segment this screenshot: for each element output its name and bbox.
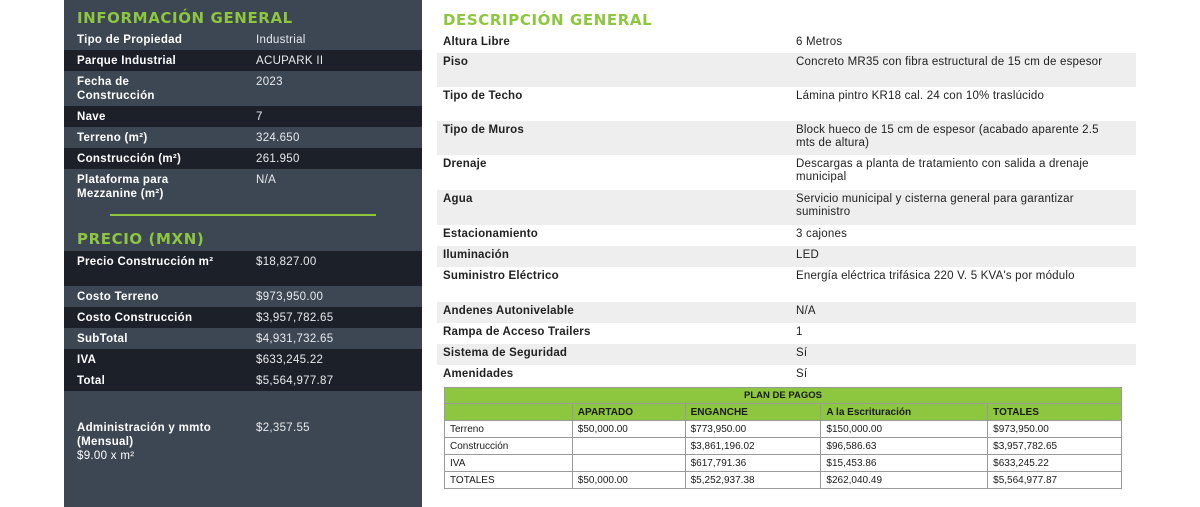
table-cell: $262,040.49 [821, 472, 988, 489]
table-cell: $50,000.00 [572, 421, 685, 438]
description-row [437, 323, 1136, 344]
info-row [64, 71, 422, 106]
info-row [64, 50, 422, 71]
description-value: 3 cajones [796, 228, 848, 240]
admin-value: $2,357.55 [256, 422, 310, 434]
price-row [64, 286, 422, 307]
price-value: $633,245.22 [256, 354, 324, 366]
description-row [437, 267, 1136, 302]
table-cell: $3,957,782.65 [988, 438, 1122, 455]
description-value: Energía eléctrica trifásica 220 V. 5 KVA's por módulo [796, 270, 1075, 282]
table-row [445, 455, 1122, 472]
description-value: N/A [796, 305, 816, 317]
table-cell: $5,564,977.87 [988, 472, 1122, 489]
info-value: N/A [256, 174, 277, 186]
table-cell: TOTALES [445, 472, 573, 489]
description-value: 6 Metros [796, 36, 843, 48]
price-label: Precio Construcción m² [77, 256, 214, 268]
description-row [437, 302, 1136, 323]
admin-label-text: Administración y mmto (Mensual) [77, 422, 212, 448]
info-row [64, 169, 422, 204]
info-label: Construcción (m²) [77, 153, 182, 165]
info-value: 2023 [256, 76, 283, 88]
info-row [64, 127, 422, 148]
description-value: Descargas a planta de tratamiento con salida a drenaje municipal [796, 158, 1089, 183]
description-value: Servicio municipal y cisterna general para garantizar suministro [796, 193, 1074, 218]
info-row [64, 148, 422, 169]
info-value: 7 [256, 111, 263, 123]
table-row [445, 421, 1122, 438]
section-divider [110, 214, 376, 216]
description-label: Drenaje [443, 158, 487, 170]
description-label: Estacionamiento [443, 228, 539, 240]
price-value: $3,957,782.65 [256, 312, 334, 324]
plan-header-cell [445, 404, 573, 421]
price-row [64, 349, 422, 370]
plan-title-row [445, 388, 1122, 404]
price-label: SubTotal [77, 333, 128, 345]
description-heading: DESCRIPCIÓN GENERAL [443, 11, 653, 29]
description-row [437, 344, 1136, 365]
info-value: 261.950 [256, 153, 300, 165]
admin-label [77, 421, 217, 463]
table-cell: $150,000.00 [821, 421, 988, 438]
description-label: Agua [443, 193, 473, 205]
description-value: Sí [796, 347, 808, 359]
description-row [437, 33, 1136, 53]
price-value: $973,950.00 [256, 291, 324, 303]
price-label: Total [77, 375, 106, 387]
price-row [64, 328, 422, 349]
info-label: Fecha de Construcción [77, 76, 155, 102]
description-label: Iluminación [443, 249, 510, 261]
table-cell: Terreno [445, 421, 573, 438]
description-label: Amenidades [443, 368, 514, 380]
description-label: Tipo de Muros [443, 124, 524, 136]
price-row [64, 307, 422, 328]
plan-header-cell: ENGANCHE [685, 404, 821, 421]
description-row [437, 155, 1136, 190]
description-label: Piso [443, 56, 469, 68]
description-row [437, 365, 1136, 386]
admin-row [64, 417, 422, 467]
description-row [437, 190, 1136, 225]
table-cell [572, 455, 685, 472]
price-label: Costo Construcción [77, 312, 193, 324]
description-label: Andenes Autonivelable [443, 305, 574, 317]
table-cell: IVA [445, 455, 573, 472]
description-value: Concreto MR35 con fibra estructural de 15 cm de espesor [796, 56, 1103, 68]
plan-title: PLAN DE PAGOS [445, 388, 1122, 404]
info-row [64, 29, 422, 50]
info-value: ACUPARK II [256, 55, 324, 67]
table-cell [572, 438, 685, 455]
description-label: Suministro Eléctrico [443, 270, 559, 282]
table-cell: $96,586.63 [821, 438, 988, 455]
price-heading: PRECIO (MXN) [77, 230, 205, 248]
table-cell: $50,000.00 [572, 472, 685, 489]
description-value: LED [796, 249, 819, 261]
plan-header-cell: A la Escrituración [821, 404, 988, 421]
summary-panel [64, 0, 422, 507]
payment-plan-table [444, 387, 1122, 489]
description-row [437, 53, 1136, 87]
plan-header-row [445, 404, 1122, 421]
description-row [437, 225, 1136, 246]
description-label: Sistema de Seguridad [443, 347, 568, 359]
table-cell: $15,453.86 [821, 455, 988, 472]
plan-header-cell: TOTALES [988, 404, 1122, 421]
table-cell: $3,861,196.02 [685, 438, 821, 455]
description-value: Lámina pintro KR18 cal. 24 con 10% traslúcido [796, 90, 1045, 102]
table-row [445, 472, 1122, 489]
table-cell: $617,791.36 [685, 455, 821, 472]
price-row [64, 251, 422, 286]
info-value: 324.650 [256, 132, 300, 144]
admin-rate: $9.00 x m² [77, 450, 135, 462]
info-label: Plataforma para Mezzanine (m²) [77, 174, 169, 200]
description-row [437, 121, 1136, 155]
table-cell: $633,245.22 [988, 455, 1122, 472]
info-label: Nave [77, 111, 106, 123]
info-value: Industrial [256, 34, 306, 46]
table-cell: $5,252,937.38 [685, 472, 821, 489]
price-label: IVA [77, 354, 97, 366]
price-row [64, 370, 422, 391]
price-label: Costo Terreno [77, 291, 159, 303]
info-row [64, 106, 422, 127]
table-row [445, 438, 1122, 455]
description-row [437, 87, 1136, 121]
description-value: Block hueco de 15 cm de espesor (acabado aparente 2.5 mts de altura) [796, 124, 1099, 149]
price-value: $5,564,977.87 [256, 375, 334, 387]
price-value: $4,931,732.65 [256, 333, 334, 345]
description-row [437, 246, 1136, 267]
description-label: Tipo de Techo [443, 90, 523, 102]
table-cell: $973,950.00 [988, 421, 1122, 438]
info-label: Terreno (m²) [77, 132, 148, 144]
description-value: Sí [796, 368, 808, 380]
price-value: $18,827.00 [256, 256, 317, 268]
table-cell: $773,950.00 [685, 421, 821, 438]
table-cell: Construcción [445, 438, 573, 455]
general-info-heading: INFORMACIÓN GENERAL [77, 9, 293, 27]
plan-header-cell: APARTADO [572, 404, 685, 421]
info-label: Tipo de Propiedad [77, 34, 183, 46]
info-label: Parque Industrial [77, 55, 177, 67]
description-value: 1 [796, 326, 803, 338]
description-label: Altura Libre [443, 36, 510, 48]
description-label: Rampa de Acceso Trailers [443, 326, 591, 338]
